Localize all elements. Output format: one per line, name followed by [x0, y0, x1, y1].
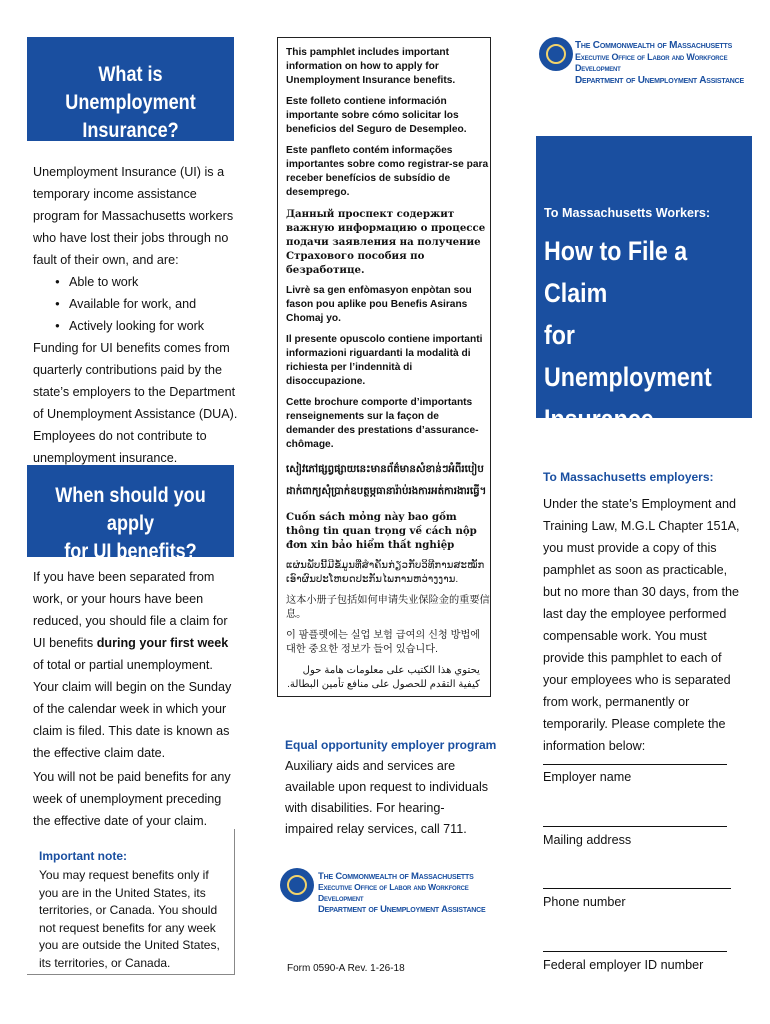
employers-body: Under the state’s Employment and Training Law, M.G.L Chapter 151A, you must provide a copy of this pamphlet as soon as practicable, but no more than 30 days, from the last day the employee performed compensable work. You must provide this pamphlet to each of your employees who is separated from work, permanently or temporarily. Please complete the information below:: [543, 497, 740, 753]
equal-opportunity-title: Equal opportunity employer program: [285, 738, 497, 752]
list-item: ● Able to work: [55, 271, 239, 293]
important-note-body: You may request benefits only if you are in the United States, its territories, or Canada. You should not request benefits for any week you are outside the United States, its territories, or Canada.: [39, 868, 220, 970]
employer-name-line[interactable]: [543, 764, 727, 765]
mailing-address-line[interactable]: [543, 826, 727, 827]
notice-chinese: 这本小册子包括如何申请失业保险金的重要信息。: [286, 595, 490, 620]
list-item: ● Available for work, and: [55, 293, 239, 315]
form-number: Form 0590-A Rev. 1-26-18: [287, 963, 405, 974]
employers-label: To Massachusetts employers:: [543, 470, 714, 484]
when-apply-banner: [27, 465, 234, 563]
phone-number-line[interactable]: [543, 888, 731, 889]
claim-title: How to File a Claim for Unemployment Insurance Benefits: [544, 236, 712, 476]
notice-arabic: يحتوي هذا الكتيب على معلومات هامة حول كيفية التقدم للحصول على منافع تأمين البطالة.: [287, 665, 480, 690]
important-note-title: Important note:: [39, 849, 127, 863]
notice-haitian-creole: Livrè sa gen enfòmasyon enpòtan sou fason pou aplike pou Benefis Asirans Chomaj yo.: [286, 285, 472, 324]
notice-vietnamese: Cuốn sách mỏng này bao gồm thông tin quan trọng về cách nộp đơn xin bảo hiểm thất nghiệp: [286, 511, 477, 551]
eligibility-list: [33, 271, 239, 337]
federal-id-line[interactable]: [543, 951, 727, 952]
list-item: ● Actively looking for work: [55, 315, 239, 337]
notice-portuguese: Este panfleto contém informações importantes sobre como registrar-se para receber benefícios de subsídio de desemprego.: [286, 145, 489, 198]
language-notice-box: [277, 37, 491, 697]
notice-korean: 이 팜플렛에는 실업 보험 급여의 신청 방법에 대한 중요한 정보가 들어 있습니다.: [286, 630, 481, 655]
notice-english: This pamphlet includes important information on how to apply for Unemployment Insurance benefits.: [286, 47, 456, 86]
what-is-ui-title: What is Unemployment Insurance?: [65, 63, 196, 142]
notice-italian: Il presente opuscolo contiene importanti informazioni riguardanti la modalità di richiesta per l’indennità di disoccupazione.: [286, 334, 483, 387]
important-note-box: [27, 829, 235, 975]
ui-definition: Unemployment Insurance (UI) is a temporary income assistance program for Massachusetts workers who have lost their jobs through no fault of their own, and are:: [33, 165, 234, 267]
notice-lao: ແຜ່ນພັບນີ້ມີຂໍ້ມູນທີ່ສຳຄັນກ່ຽວກັບວິທີການສະໝັກເອົາຜົນປະໂຫຍດປະກັນໄພການຫວ່າງງານ.: [286, 560, 485, 585]
employer-name-label: Employer name: [543, 770, 632, 784]
middle-agency-logo-text: The Commonwealth of Massachusetts Executive Office of Labor and Workforce Development Department of Unemployment Assistance: [318, 871, 486, 915]
claim-title-banner: [536, 136, 752, 476]
massachusetts-seal-icon: [280, 868, 314, 902]
notice-spanish: Este folleto contiene información importante sobre cómo solicitar los beneficios del Seguro de Desempleo.: [286, 96, 467, 135]
what-is-ui-banner: [27, 37, 234, 141]
when-apply-body: [33, 566, 239, 832]
right-agency-logo-text: The Commonwealth of Massachusetts Executive Office of Labor and Workforce Development Department of Unemployment Assistance: [575, 40, 744, 86]
equal-opportunity-body: Auxiliary aids and services are available upon request to individuals with disabilities. For hearing-impaired relay services, call 711.: [285, 759, 489, 836]
phone-number-label: Phone number: [543, 895, 626, 909]
notice-khmer: សៀវភៅផ្សព្វផ្សាយនេះមានព័ត៌មានសំខាន់ៗអំពីរបៀបដាក់ពាក្យសុំប្រាក់ឧបត្ថម្ភធានារ៉ាប់រងការអត់ការងារធ្វើ។: [286, 464, 487, 497]
workers-label: To Massachusetts Workers:: [544, 206, 711, 220]
federal-id-label: Federal employer ID number: [543, 958, 704, 972]
when-apply-para1: If you have been separated from work, or your hours have been reduced, you should file a claim for UI benefits during your first week of total or partial unemployment. Your claim will begin on the Sunday of the calendar week in which your claim is filed. This date is known as the effective claim date.: [33, 570, 232, 760]
notice-russian: Данный проспект содержит важную информацию о процессе подачи заявления на получение Страхового пособия по безработице.: [286, 208, 486, 276]
massachusetts-seal-icon: [539, 37, 573, 71]
notice-french: Cette brochure comporte d’importants renseignements sur la façon de demander des prestations d’assurance-chômage.: [286, 397, 479, 450]
when-apply-title: When should you apply for UI benefits?: [55, 484, 206, 563]
mailing-address-label: Mailing address: [543, 833, 632, 847]
funding-text: Funding for UI benefits comes from quarterly contributions paid by the state’s employers to the Department of Unemployment Assistance (DUA). Employees do not contribute to unemployment insurance.: [33, 341, 238, 465]
when-apply-para2: You will not be paid benefits for any week of unemployment preceding the effective date of your claim.: [33, 770, 231, 828]
what-is-ui-body: [33, 161, 239, 469]
